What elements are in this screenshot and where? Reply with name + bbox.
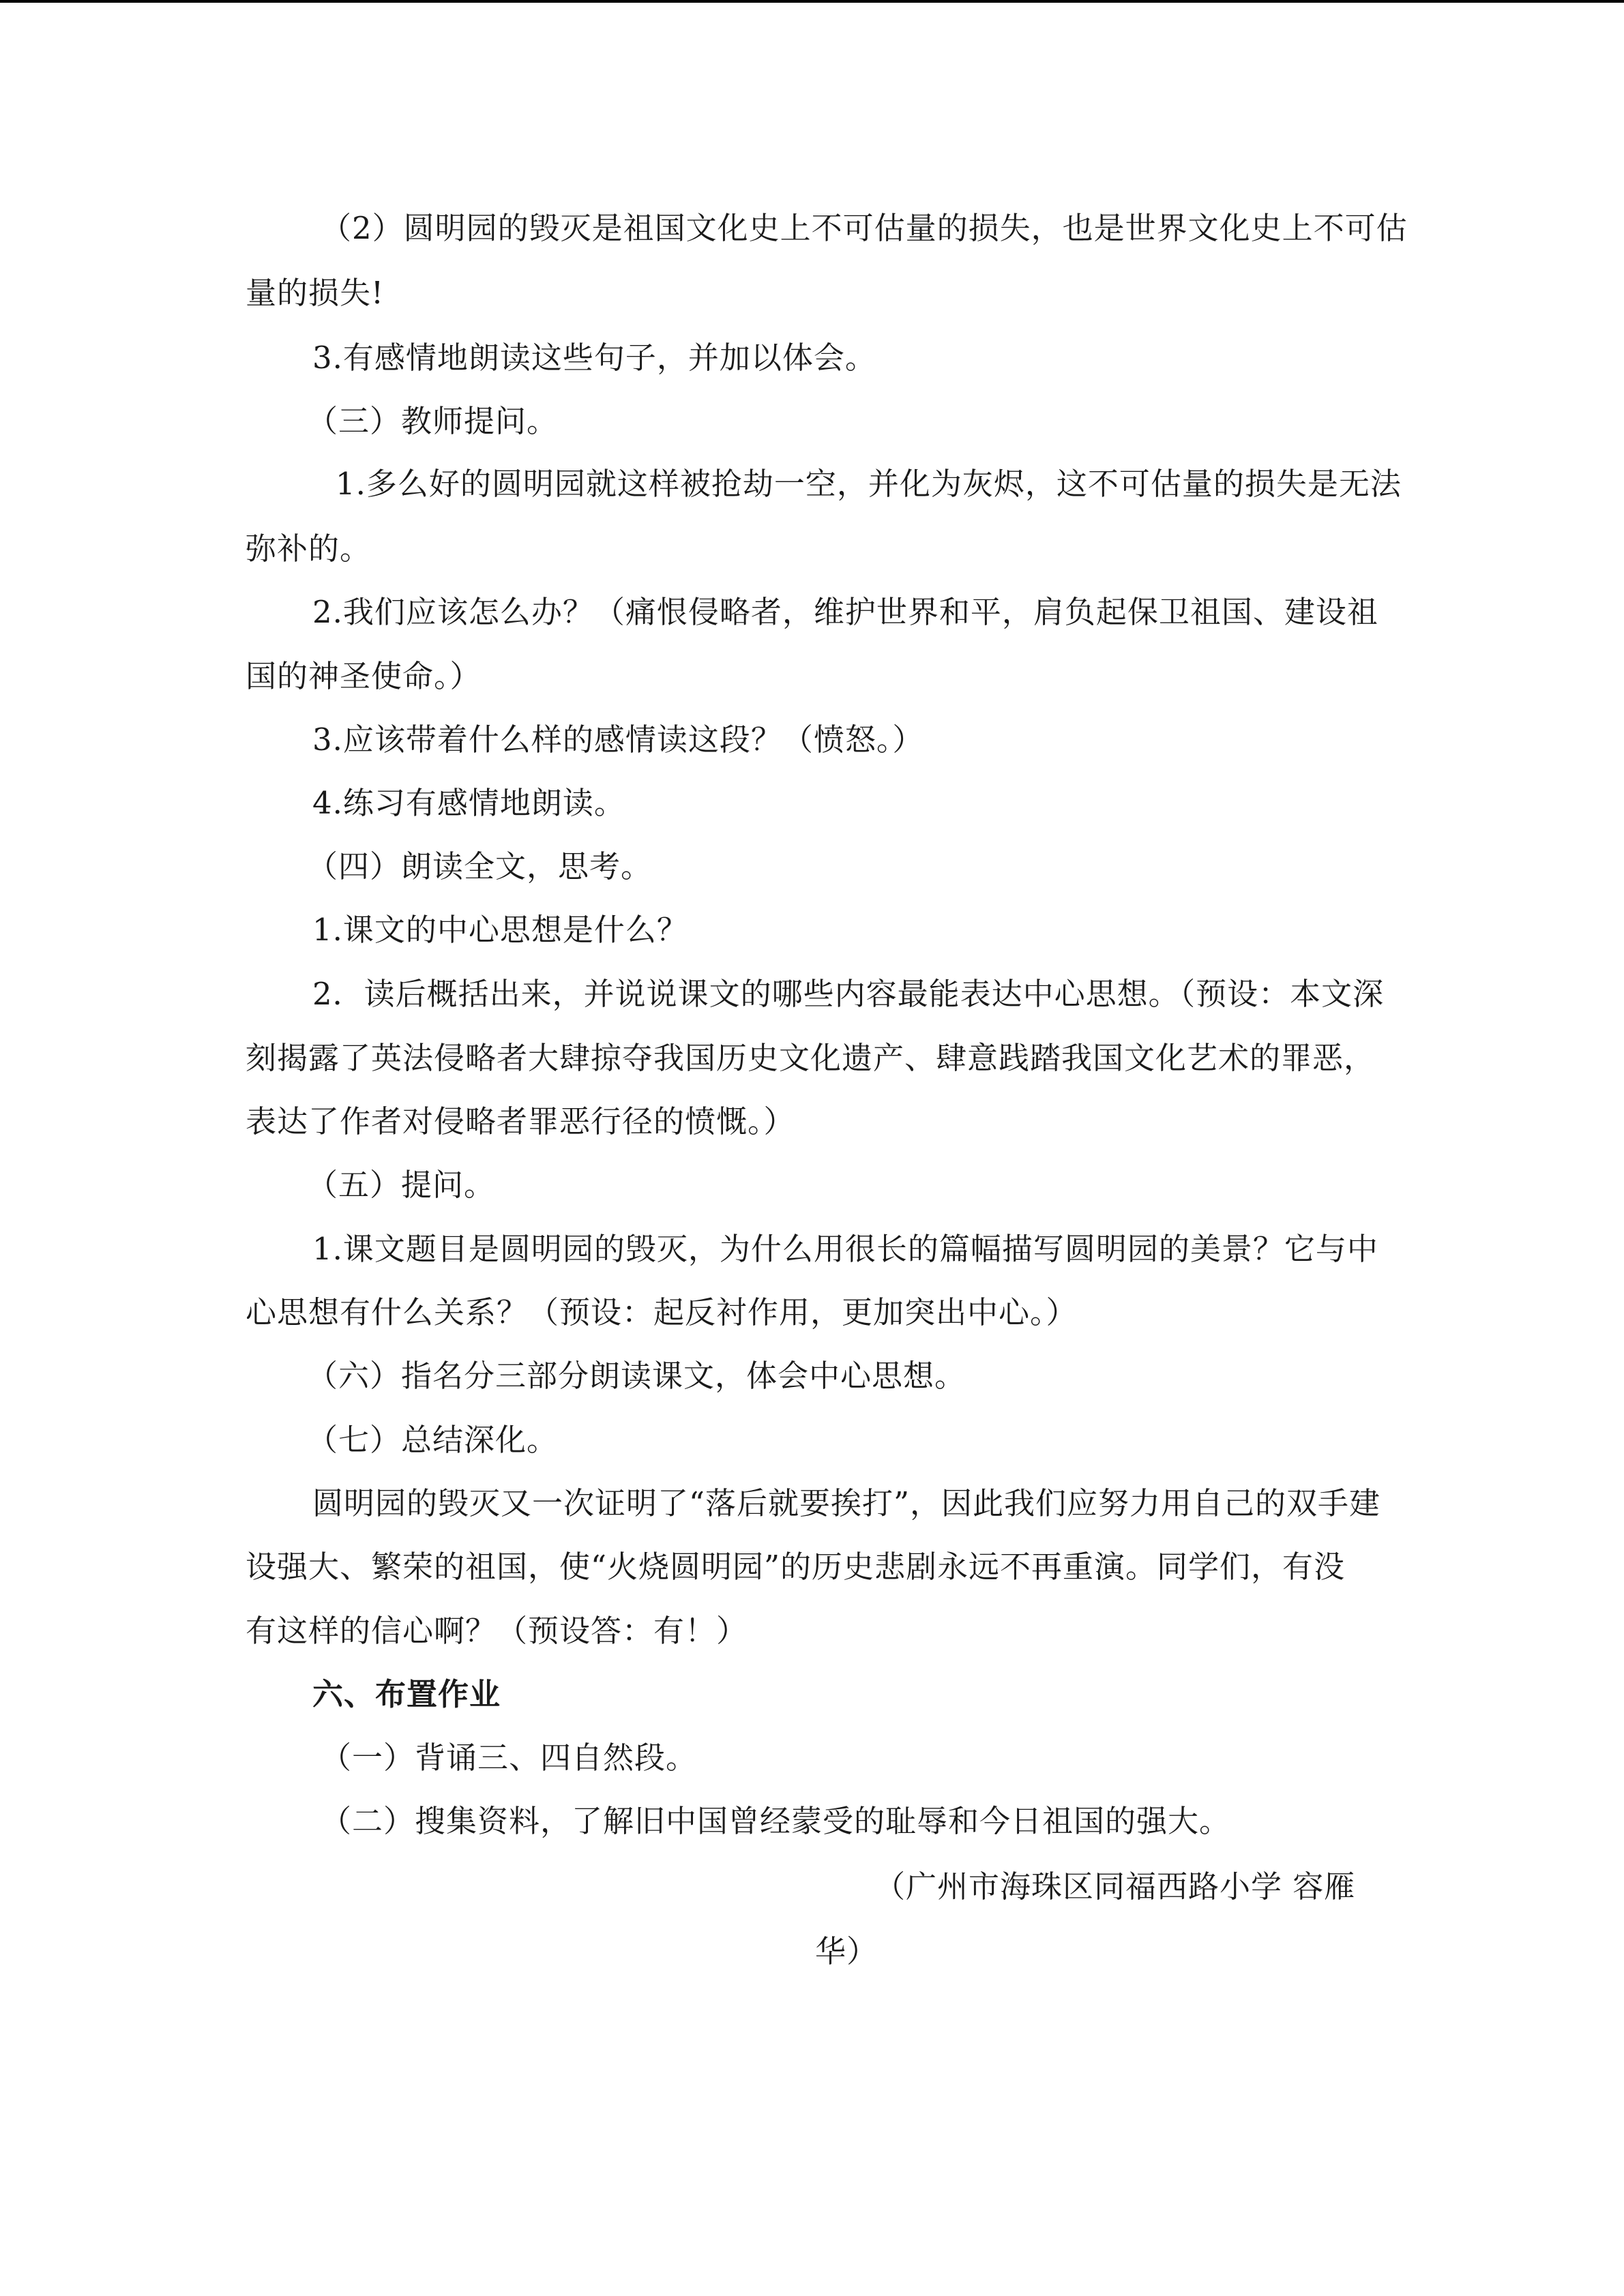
q1-line-2: 弥补的。 <box>246 531 372 567</box>
summary-line-2: 设强大、繁荣的祖国，使“火烧圆明园”的历史悲剧永远不再重演。同学们，有没 <box>246 1549 1346 1585</box>
q3-line: 3.应该带着什么样的感情读这段？（愤怒。） <box>312 721 924 758</box>
s5-q1-line-2: 心思想有什么关系？（预设：起反衬作用，更加突出中心。） <box>246 1294 1078 1330</box>
summary-line-3: 有这样的信心啊？（预设答：有！） <box>246 1613 748 1649</box>
section-7-heading: （七）总结深化。 <box>307 1422 559 1458</box>
section-6-heading: （六）指名分三部分朗读课文，体会中心思想。 <box>307 1358 966 1394</box>
section-5-heading: （五）提问。 <box>307 1167 496 1203</box>
author-attribution-line-2: 华） <box>815 1933 879 1969</box>
s4-q2-line-3: 表达了作者对侵略者罪恶行径的愤慨。） <box>246 1103 795 1139</box>
s4-q1-line: 1.课文的中心思想是什么？ <box>312 912 688 948</box>
s5-q1-line-1: 1.课文题目是圆明园的毁灭，为什么用很长的篇幅描写圆明园的美景？它与中 <box>312 1231 1378 1267</box>
sub-item-2-line-1: （2）圆明园的毁灭是祖国文化史上不可估量的损失，也是世界文化史上不可估 <box>321 210 1408 246</box>
s4-q2-line-1: 2．读后概括出来，并说说课文的哪些内容最能表达中心思想。（预设：本文深 <box>312 976 1385 1012</box>
s4-q2-line-2: 刻揭露了英法侵略者大肆掠夺我国历史文化遗产、肆意践踏我国文化艺术的罪恶， <box>246 1040 1376 1076</box>
summary-line-1: 圆明园的毁灭又一次证明了“落后就要挨打”，因此我们应努力用自己的双手建 <box>312 1485 1381 1521</box>
q2-line-2: 国的神圣使命。） <box>246 658 482 694</box>
q2-line-1: 2.我们应该怎么办？（痛恨侵略者，维护世界和平，肩负起保卫祖国、建设祖 <box>312 594 1378 630</box>
homework-heading: 六、布置作业 <box>312 1676 501 1712</box>
homework-item-1: （一）背诵三、四自然段。 <box>321 1740 698 1776</box>
homework-item-2: （二）搜集资料，了解旧中国曾经蒙受的耻辱和今日祖国的强大。 <box>321 1803 1231 1839</box>
q1-line-1: 1.多么好的圆明园就这样被抢劫一空，并化为灰烬，这不可估量的损失是无法 <box>336 466 1402 502</box>
sub-item-2-line-2: 量的损失! <box>246 275 385 311</box>
q4-line: 4.练习有感情地朗读。 <box>312 785 625 821</box>
author-attribution-line-1: （广州市海珠区同福西路小学 容雁 <box>874 1868 1356 1905</box>
section-4-heading: （四）朗读全文，思考。 <box>307 848 653 884</box>
section-3-heading: （三）教师提问。 <box>307 403 559 439</box>
item-3-line: 3.有感情地朗读这些句子，并加以体会。 <box>312 340 876 376</box>
